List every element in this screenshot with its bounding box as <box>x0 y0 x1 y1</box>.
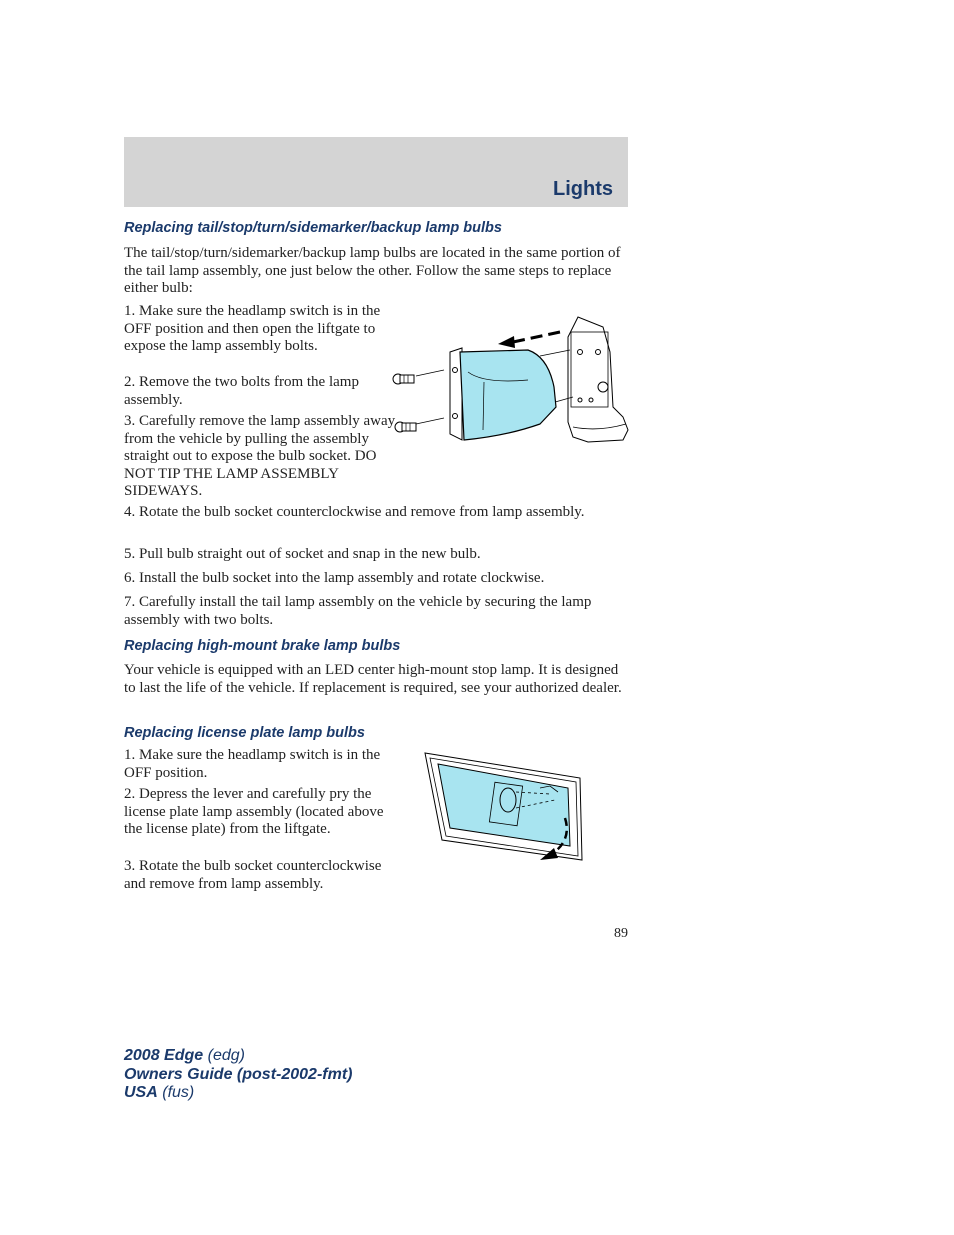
tail-step-2: 2. Remove the two bolts from the lamp assembly. <box>124 374 359 408</box>
footer-market: USA <box>124 1084 158 1101</box>
license-step-1: 1. Make sure the headlamp switch is in the OFF position. <box>124 747 381 781</box>
bolt-lower-icon <box>395 422 416 432</box>
footer-line-2 <box>124 1066 352 1085</box>
heading-tail-lamp: Replacing tail/stop/turn/sidemarker/backup lamp bulbs <box>124 220 502 236</box>
footer-market-code: (fus) <box>162 1084 195 1101</box>
tail-step-3: 3. Carefully remove the lamp assembly away from the vehicle by pulling the assembly straight out to expose the bulb socket. DO NOT TIP THE LAMP ASSEMBLY SIDEWAYS. <box>124 413 396 499</box>
tail-step-6: 6. Install the bulb socket into the lamp assembly and rotate clockwise. <box>124 570 545 586</box>
footer-model-code: (edg) <box>207 1047 245 1064</box>
tail-lamp-intro: The tail/stop/turn/sidemarker/backup lamp bulbs are located in the same portion of the tail lamp assembly, one just below the other. Follow the same steps to replace either bulb: <box>124 245 621 296</box>
footer-model: 2008 Edge <box>124 1047 204 1064</box>
license-step-2: 2. Depress the lever and carefully pry the license plate lamp assembly (located above the license plate) from the liftgate. <box>124 786 384 837</box>
tail-step-7: 7. Carefully install the tail lamp assembly on the vehicle by securing the lamp assembly with two bolts. <box>124 594 592 628</box>
footer-line-1 <box>124 1047 352 1066</box>
bolt-upper-icon <box>393 374 414 384</box>
tail-lamp-removal-illustration <box>388 312 630 448</box>
tail-step-4: 4. Rotate the bulb socket counterclockwise and remove from lamp assembly. <box>124 504 585 520</box>
section-header-band <box>124 137 628 207</box>
page-number: 89 <box>614 926 628 941</box>
footer-line-3 <box>124 1084 352 1103</box>
footer-guide: Owners Guide (post-2002-fmt) <box>124 1065 353 1083</box>
tail-step-5: 5. Pull bulb straight out of socket and snap in the new bulb. <box>124 546 481 562</box>
heading-license-plate: Replacing license plate lamp bulbs <box>124 725 365 741</box>
document-footer <box>124 1047 352 1103</box>
high-mount-body: Your vehicle is equipped with an LED center high-mount stop lamp. It is designed to last the life of the vehicle. If replacement is required, see your authorized dealer. <box>124 662 622 696</box>
tail-step-1: 1. Make sure the headlamp switch is in the OFF position and then open the liftgate to expose the lamp assembly bolts. <box>124 303 381 354</box>
license-plate-lamp-illustration <box>420 748 586 866</box>
section-title: Lights <box>553 178 613 200</box>
heading-high-mount: Replacing high-mount brake lamp bulbs <box>124 638 401 654</box>
license-step-3: 3. Rotate the bulb socket counterclockwise and remove from lamp assembly. <box>124 858 382 892</box>
